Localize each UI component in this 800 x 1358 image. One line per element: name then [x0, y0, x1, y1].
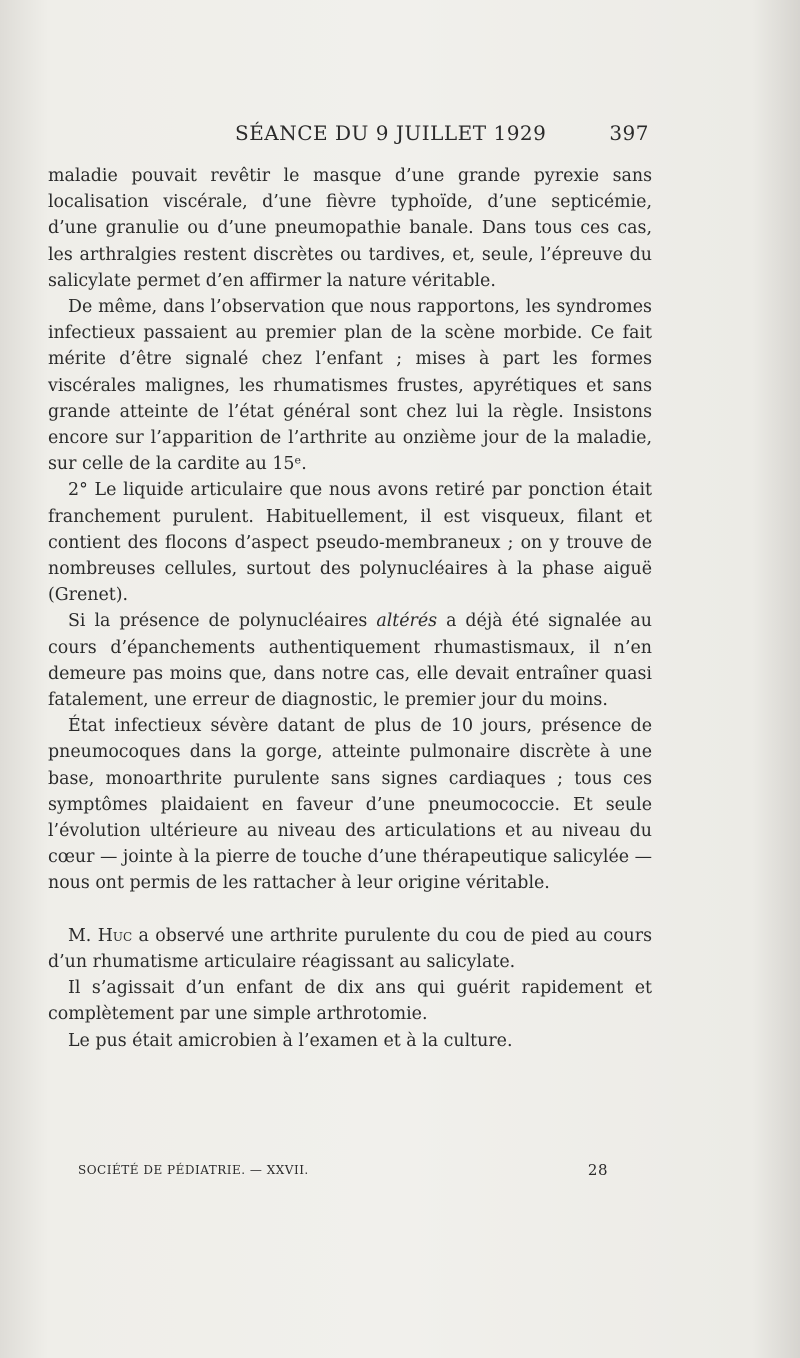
paragraph-polynucleaires — [48, 608, 652, 713]
footer-signature-number: 28 — [587, 1161, 608, 1179]
text-segment: Si la présence de polynucléaires — [68, 611, 377, 632]
header-title: SÉANCE DU 9 JUILLET 1929 — [235, 121, 547, 145]
running-header — [235, 121, 655, 151]
page-number: 397 — [609, 121, 649, 145]
author-name: Huc — [97, 925, 133, 946]
paragraph-continuation: maladie pouvait revêtir le masque d’une grande pyrexie sans localisation viscérale, d’une fièvre typhoïde, d’une septicémie, d’une granulie ou d’une pneumopathie banale. Dans tous ces cas, les arthralgies restent discrètes ou tardives, et, seule, l’épreuve du salicylate permet d’en affirmer la nature véritable. — [48, 166, 652, 291]
paragraph-enfant: Il s’agissait d’un enfant de dix ans qui guérit rapidement et complètement par une simple arthrotomie. — [48, 978, 652, 1025]
paragraph-huc — [48, 923, 652, 975]
page-footer — [78, 1163, 618, 1185]
emphasis-text: altérés — [376, 611, 438, 632]
paragraph-liquide: 2° Le liquide articulaire que nous avons retiré par ponction était franchement purulent. Habituellement, il est visqueux, filant et contient des flocons d’aspect pseudo-membraneux ; on y trouve de nombreuses cellules, surtout des polynucléaires à la phase aiguë (Grenet). — [48, 480, 652, 606]
paragraph-syndromes: De même, dans l’observation que nous rapportons, les syndromes infectieux passaient au premier plan de la scène morbide. Ce fait mérite d’être signalé chez l’enfant ; mises à part les formes viscérales malignes, les rhumatismes frustes, apyrétiques et sans grande atteinte de l’état général sont chez lui la règle. Insistons encore sur l’apparition de l’arthrite au onzième jour de la maladie, sur celle de la cardite au 15ᵉ. — [48, 297, 652, 475]
text-segment: M. — [68, 925, 98, 946]
footer-society: SOCIÉTÉ DE PÉDIATRIE. — XXVII. — [78, 1163, 309, 1177]
paragraph-etat-infectieux: État infectieux sévère datant de plus de 10 jours, présence de pneumocoques dans la gorge, atteinte pulmonaire discrète à une base, monoarthrite purulente sans signes cardiaques ; tous ces symptômes plaidaient en faveur d’une pneumococcie. Et seule l’évolution ultérieure au niveau des articulations et au niveau du cœur — jointe à la pierre de touche d’une thérapeutique salicylée — nous ont permis de les rattacher à leur origine véritable. — [48, 716, 652, 894]
text-segment: a déjà été signalée au cours d’épanchements authentiquement rhumastismaux, il n’en demeure pas moins que, dans notre cas, elle devait entraîner quasi fatalement, une erreur de diagnostic, le premier jour du moins. — [48, 611, 652, 711]
text-segment: a observé une arthrite purulente du cou de pied au cours d’un rhumatisme articulaire réagissant au salicylate. — [48, 925, 652, 972]
body-text — [48, 163, 652, 1054]
paragraph-pus: Le pus était amicrobien à l’examen et à la culture. — [68, 1030, 513, 1051]
